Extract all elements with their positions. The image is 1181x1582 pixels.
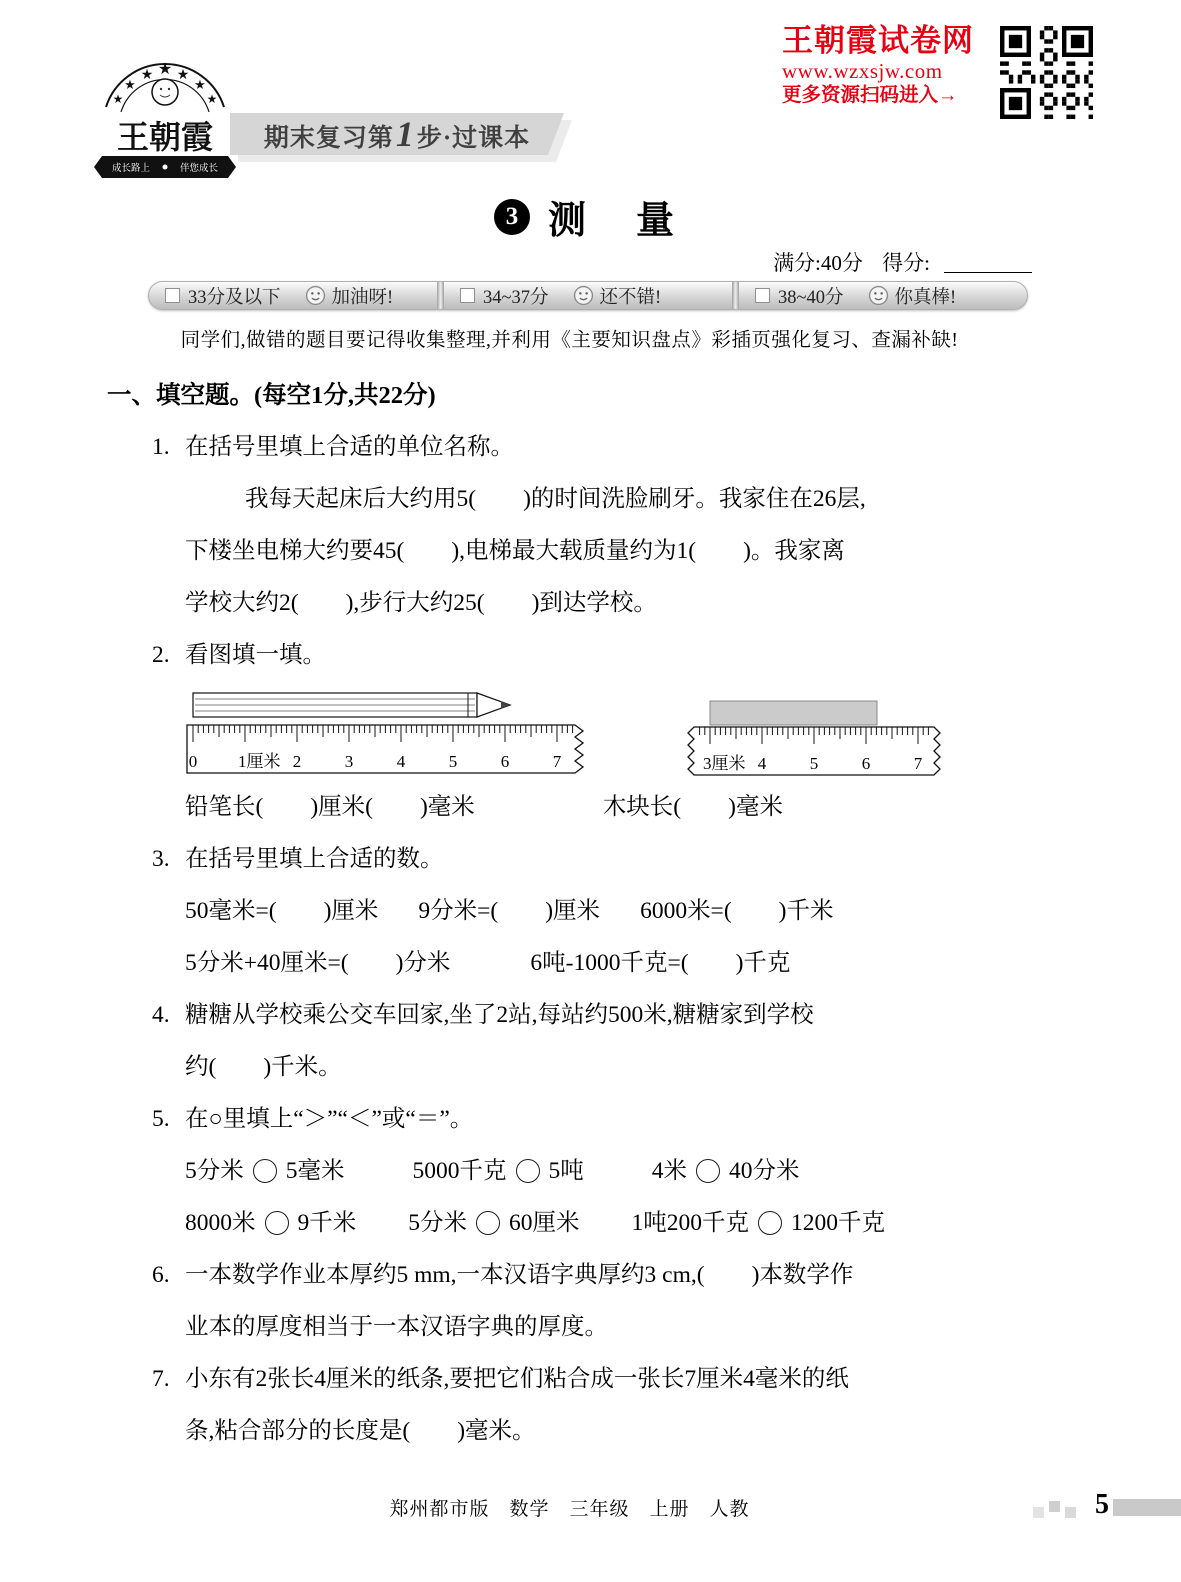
question-3 bbox=[107, 833, 1037, 989]
star-icon: ★ bbox=[206, 92, 218, 106]
wood-block bbox=[710, 701, 877, 725]
ribbon-dot-icon bbox=[163, 165, 168, 170]
conversion-item: 9分米=( )厘米 bbox=[418, 898, 601, 924]
star-icon: ★ bbox=[124, 77, 136, 92]
question-number: 2. bbox=[152, 642, 170, 668]
star-icon: ★ bbox=[112, 92, 124, 106]
comparison-circle[interactable] bbox=[758, 1211, 782, 1235]
question-text: 小东有2张长4厘米的纸条,要把它们粘合成一张长7厘米4毫米的纸 bbox=[185, 1366, 849, 1392]
conversion-item: 5分米+40厘米=( )分米 bbox=[185, 950, 451, 976]
svg-text:5: 5 bbox=[448, 752, 458, 771]
divider bbox=[732, 282, 739, 309]
notice-text: 同学们,做错的题目要记得收集整理,并利用《主要知识盘点》彩插页强化复习、查漏补缺! bbox=[180, 330, 959, 351]
question-number: 7. bbox=[152, 1366, 170, 1392]
conversion-item: 6吨-1000千克=( )千克 bbox=[530, 950, 791, 976]
score-segment-mid: 34~37分 还不错! bbox=[444, 282, 732, 309]
svg-text:7: 7 bbox=[913, 754, 923, 773]
banner-step-number: 1 bbox=[395, 114, 415, 154]
score-segment-low: 33分及以下 加油呀! bbox=[149, 282, 437, 309]
page-number: 5 bbox=[1095, 1489, 1109, 1520]
svg-text:6: 6 bbox=[500, 752, 510, 771]
portrait-emblem-icon bbox=[152, 79, 178, 105]
question-text: 在括号里填上合适的单位名称。 bbox=[185, 434, 514, 460]
conversion-item: 50毫米=( )厘米 bbox=[185, 898, 379, 924]
smiley-face-icon bbox=[868, 285, 889, 306]
star-icon: ★ bbox=[140, 68, 154, 83]
svg-text:2: 2 bbox=[292, 752, 302, 771]
smiley-face-icon bbox=[305, 285, 326, 306]
score-checkbox-low[interactable] bbox=[165, 288, 180, 303]
score-blank-line[interactable] bbox=[944, 253, 1032, 273]
content bbox=[107, 376, 1037, 1457]
question-1 bbox=[107, 421, 1037, 629]
svg-text:5: 5 bbox=[809, 754, 819, 773]
logo-brand-name: 王朝霞 bbox=[116, 119, 214, 155]
comparison-circle[interactable] bbox=[265, 1211, 289, 1235]
comparison-circle[interactable] bbox=[696, 1159, 720, 1183]
question-5 bbox=[107, 1093, 1037, 1249]
score-checkbox-high[interactable] bbox=[755, 288, 770, 303]
footer-page-widget bbox=[1033, 1489, 1109, 1520]
footer-edge-bar bbox=[1113, 1499, 1181, 1516]
question-7 bbox=[107, 1353, 1037, 1457]
brand-logo bbox=[90, 56, 240, 184]
page-title: 测 量 bbox=[547, 200, 680, 242]
question-line: 条,粘合部分的长度是( )毫米。 bbox=[185, 1418, 536, 1444]
svg-text:7: 7 bbox=[552, 752, 562, 771]
svg-text:3厘米: 3厘米 bbox=[703, 754, 746, 773]
pencil-ruler-figure bbox=[185, 687, 595, 779]
review-step-banner bbox=[230, 113, 564, 155]
decoration-square bbox=[1049, 1501, 1060, 1512]
banner-text: 期末复习第1步·过课本 bbox=[263, 114, 531, 154]
qr-code bbox=[1000, 26, 1093, 119]
score-line bbox=[759, 247, 1032, 277]
svg-text:6: 6 bbox=[861, 754, 871, 773]
conversion-item: 6000米=( )千米 bbox=[640, 898, 834, 924]
smiley-face-icon bbox=[573, 285, 594, 306]
site-name: 王朝霞试卷网 bbox=[782, 23, 974, 58]
block-ruler-figure bbox=[680, 695, 948, 779]
comparison-item: 5分米 60厘米 bbox=[408, 1210, 580, 1236]
divider bbox=[437, 282, 444, 309]
footer-edition-info: 郑州都市版 数学 三年级 上册 人教 bbox=[389, 1499, 750, 1520]
comparison-circle[interactable] bbox=[516, 1159, 540, 1183]
question-line: 业本的厚度相当于一本汉语字典的厚度。 bbox=[185, 1314, 608, 1340]
logo-ribbon-right-text: 伴您成长 bbox=[179, 163, 219, 174]
question-text: 糖糖从学校乘公交车回家,坐了2站,每站约500米,糖糖家到学校 bbox=[185, 1002, 814, 1028]
decoration-square bbox=[1065, 1507, 1076, 1518]
comparison-circle[interactable] bbox=[476, 1211, 500, 1235]
unit-number-badge: 3 bbox=[494, 199, 530, 235]
svg-text:4: 4 bbox=[396, 752, 406, 771]
got-score-label: 得分: bbox=[882, 251, 930, 275]
question-number: 4. bbox=[152, 1002, 170, 1028]
question-text: 看图填一填。 bbox=[185, 642, 326, 668]
comparison-item: 5分米 5毫米 bbox=[185, 1158, 345, 1184]
question-6 bbox=[107, 1249, 1037, 1353]
self-evaluation-bar bbox=[148, 281, 1028, 310]
question-2 bbox=[107, 629, 1037, 833]
pencil-lead bbox=[501, 702, 510, 709]
section-title: 一、填空题。(每空1分,共22分) bbox=[107, 382, 436, 409]
comparison-item: 5000千克 5吨 bbox=[412, 1158, 584, 1184]
decoration-square bbox=[1033, 1507, 1044, 1518]
question-number: 3. bbox=[152, 846, 170, 872]
site-scan-hint: 更多资源扫码进入→ bbox=[782, 85, 958, 106]
answer-blank-pencil: 铅笔长( )厘米( )毫米 bbox=[185, 794, 475, 820]
score-segment-high: 38~40分 你真棒! bbox=[739, 282, 1027, 309]
comparison-item: 8000米 9千米 bbox=[185, 1210, 357, 1236]
question-text: 在括号里填上合适的数。 bbox=[185, 846, 444, 872]
star-icon: ★ bbox=[176, 68, 190, 83]
question-line: 学校大约2( ),步行大约25( )到达学校。 bbox=[185, 590, 657, 616]
question-text: 一本数学作业本厚约5 mm,一本汉语字典厚约3 cm,( )本数学作 bbox=[185, 1262, 854, 1288]
comparison-circle[interactable] bbox=[253, 1159, 277, 1183]
svg-text:1厘米: 1厘米 bbox=[238, 752, 281, 771]
question-text: 在○里填上“＞”“＜”或“＝”。 bbox=[185, 1106, 474, 1132]
question-number: 6. bbox=[152, 1262, 170, 1288]
star-icon: ★ bbox=[194, 77, 206, 92]
comparison-item: 1吨200千克 1200千克 bbox=[631, 1210, 885, 1236]
question-number: 5. bbox=[152, 1106, 170, 1132]
star-icon: ★ bbox=[157, 61, 173, 78]
question-line: 下楼坐电梯大约要45( ),电梯最大载质量约为1( )。我家离 bbox=[185, 538, 845, 564]
svg-text:4: 4 bbox=[757, 754, 767, 773]
question-line: 我每天起床后大约用5( )的时间洗脸刷牙。我家住在26层, bbox=[245, 486, 866, 512]
svg-text:0: 0 bbox=[188, 752, 198, 771]
full-score-label: 满分:40分 bbox=[773, 251, 863, 275]
question-line: 约( )千米。 bbox=[185, 1054, 342, 1080]
site-url: www.wzxsjw.com bbox=[782, 59, 943, 83]
question-4 bbox=[107, 989, 1037, 1093]
question-number: 1. bbox=[152, 434, 170, 460]
score-checkbox-mid[interactable] bbox=[460, 288, 475, 303]
unit-title-row bbox=[107, 189, 1067, 244]
logo-ribbon-left-text: 成长路上 bbox=[111, 163, 151, 174]
site-block bbox=[782, 24, 996, 108]
measurement-figures bbox=[185, 687, 1037, 779]
comparison-item: 4米 40分米 bbox=[651, 1158, 800, 1184]
answer-blank-block: 木块长( )毫米 bbox=[602, 794, 783, 820]
svg-text:3: 3 bbox=[344, 752, 354, 771]
